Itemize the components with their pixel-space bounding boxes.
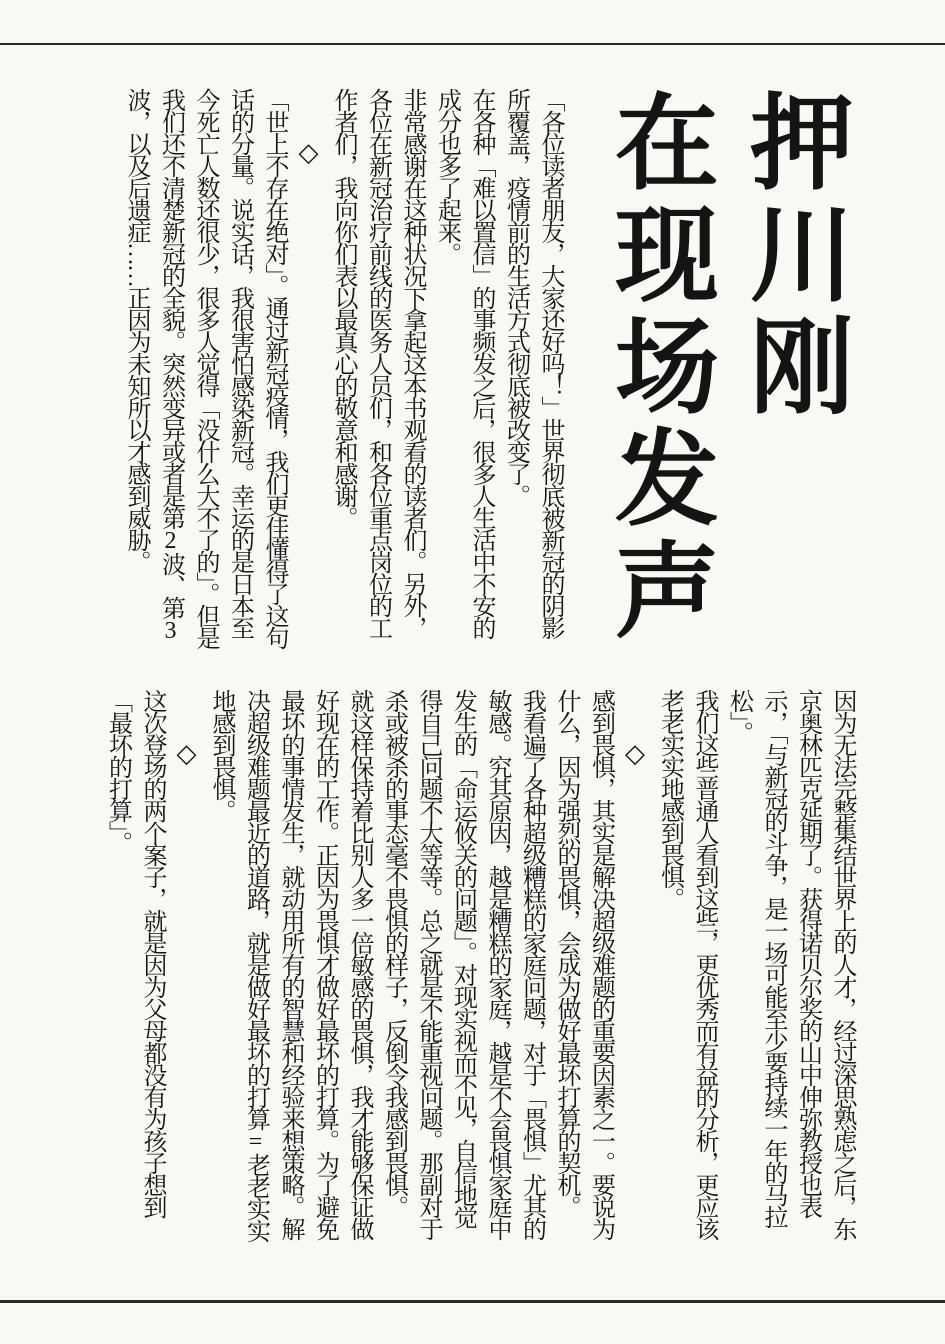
paragraph: 「世上不存在绝对」。通过新冠疫情，我们更佳懂得了这句话的分量。说实话，我很害怕感染新冠。幸运的是日本至今死亡人数还很少，很多人觉得「没什么大不了的」。但是我们还不清楚新冠的全貌。突然变异或者是第2波、第3波，以及后遗症……正因为未知所以才感到威胁。 <box>123 88 287 648</box>
title-line-1: 押川刚 <box>734 88 849 424</box>
paragraph: 「各位读者朋友，大家还好吗！」世界彻底被新冠的阴影所覆盖，疫情前的生活方式彻底被改变了。 <box>502 88 563 638</box>
diamond-divider: ◇ <box>621 739 650 767</box>
paragraph: 我们这些普通人看到这些，更优秀而有益的分析，更应该老老实实地感到畏惧。 <box>656 689 717 1239</box>
diamond-divider: ◇ <box>172 739 202 767</box>
main-section <box>95 689 859 1247</box>
diamond-divider: ◇ <box>294 138 324 166</box>
paragraph: 非常感谢在这种状况下拿起这本书观看的读者们。另外，各位在新冠治疗前线的医务人员们，和各位重点岗位的工作者们，我向你们表以最真心的敬意和感谢。 <box>330 88 425 638</box>
page-title <box>589 88 859 653</box>
article-content <box>0 45 945 1247</box>
paragraph: 这次登场的两个案子，就是因为父母都没有为孩子想到「最坏的打算」。 <box>104 689 165 1217</box>
paragraph: 就这样保持着比别人多一倍敏感的畏惧，我才能够保证做好现在的工作。正因为畏惧才做好最坏的打算。为了避免最坏的事情发生，就动用所有的智慧和经验来想策略。解决超级难题最近的道路，就是做好最坏的打算=老老实实地感到畏惧。 <box>208 689 372 1241</box>
title-line-2: 在现场发声 <box>599 88 714 648</box>
paragraph: 感到畏惧，其实是解决超级难题的重要因素之一。要说为什么，因为强烈的畏惧，会成为做好最坏打算的契机。 <box>553 689 614 1239</box>
paragraph: 因为无法完整集结世界上的人才，经过深思熟虑之后，东京奥林匹克延期了。获得诺贝尔奖的山中伸弥教授也表示，「与新冠的斗争，是一场可能至少要持续一年的马拉松」。 <box>725 689 855 1239</box>
paragraph: 我看遍了各种超级糟糕的家庭问题，对于「畏惧」尤其的敏感。究其原因，越是糟糕的家庭，越是不会畏惧家庭中发生的「命运攸关的问题」。对现实视而不见，自信地觉得自己问题不大等等。总之就是不能重视问题。那副对于杀或被杀的事态毫不畏惧的样子，反倒令我感到畏惧。 <box>380 689 545 1239</box>
bottom-rule <box>0 1300 945 1303</box>
paragraph: 在各种「难以置信」的事频发之后，很多人生活中不安的成分也多了起来。 <box>433 88 494 638</box>
intro-section <box>95 88 859 653</box>
